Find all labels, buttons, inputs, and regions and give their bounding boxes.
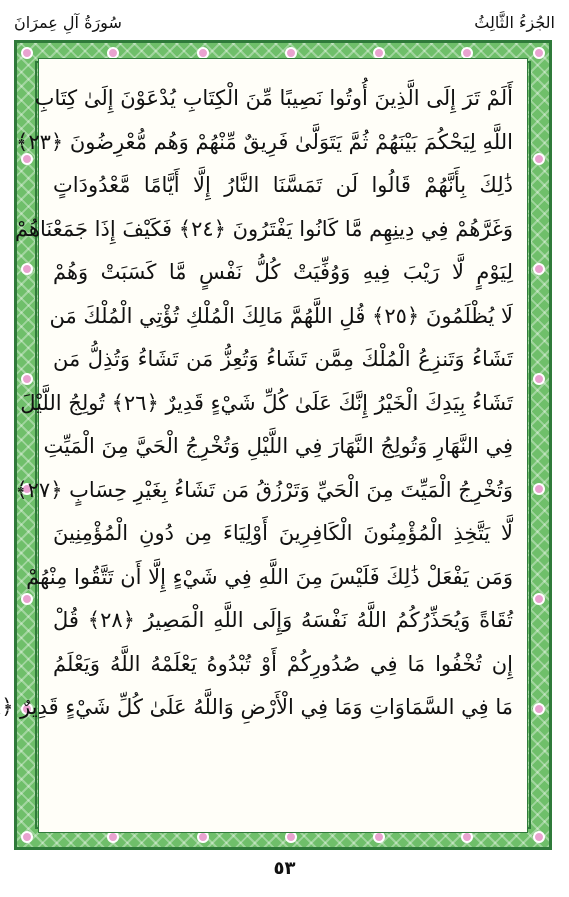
- text-line: تَشَاءُ بِيَدِكَ الْخَيْرُ إِنَّكَ عَلَىٰ كُلِّ شَيْءٍ قَدِيرٌ ﴿٢٦﴾ تُولِجُ اللَّيْلَ: [20, 390, 513, 415]
- corner-ornament-icon: [21, 831, 33, 843]
- text-line: اللَّهِ لِيَحْكُمَ بَيْنَهُمْ ثُمَّ يَتَوَلَّىٰ فَرِيقٌ مِّنْهُمْ وَهُم مُّعْرِضُونَ ﴿٢٣﴾: [16, 129, 513, 154]
- text-line: مَا فِي السَّمَاوَاتِ وَمَا فِي الْأَرْضِ وَاللَّهُ عَلَىٰ كُلِّ شَيْءٍ قَدِيرٌ ﴿: [1, 695, 513, 719]
- border-ornament-icon: [533, 373, 545, 385]
- page-header: [14, 8, 555, 36]
- text-line: لَا يُظْلَمُونَ ﴿٢٥﴾ قُلِ اللَّهُمَّ مَالِكَ الْمُلْكِ تُؤْتِي الْمُلْكَ مَن: [49, 303, 513, 328]
- corner-ornament-icon: [21, 47, 33, 59]
- text-line: ذَٰلِكَ بِأَنَّهُمْ قَالُوا لَن تَمَسَّنَا النَّارُ إِلَّا أَيَّامًا مَّعْدُودَاتٍ: [53, 173, 513, 197]
- surah-title: سُورَةُ آلِ عِمرَانَ: [14, 12, 122, 32]
- quran-text-panel: [1, 58, 528, 833]
- corner-ornament-icon: [533, 831, 545, 843]
- text-line: وَغَرَّهُمْ فِي دِينِهِم مَّا كَانُوا يَفْتَرُونَ ﴿٢٤﴾ فَكَيْفَ إِذَا جَمَعْنَاهُمْ: [14, 216, 513, 241]
- border-ornament-icon: [533, 593, 545, 605]
- text-line: تُقَاةً وَيُحَذِّرُكُمُ اللَّهُ نَفْسَهُ وَإِلَى اللَّهِ الْمَصِيرُ ﴿٢٨﴾ قُلْ: [53, 608, 513, 632]
- text-line: فِي النَّهَارِ وَتُولِجُ النَّهَارَ فِي اللَّيْلِ وَتُخْرِجُ الْحَيَّ مِنَ الْمَيِّتِ: [43, 434, 513, 458]
- border-ornament-icon: [533, 483, 545, 495]
- border-ornament-icon: [21, 263, 33, 275]
- text-line: لَّا يَتَّخِذِ الْمُؤْمِنُونَ الْكَافِرِينَ أَوْلِيَاءَ مِن دُونِ الْمُؤْمِنِينَ: [53, 521, 513, 545]
- border-ornament-icon: [533, 703, 545, 715]
- corner-ornament-icon: [533, 47, 545, 59]
- text-line: إِن تُخْفُوا مَا فِي صُدُورِكُمْ أَوْ تُبْدُوهُ يَعْلَمْهُ اللَّهُ وَيَعْلَمُ: [53, 651, 513, 676]
- juz-title: الجُزءُ الثَّالِثُ: [474, 12, 555, 32]
- text-line: لِيَوْمٍ لَّا رَيْبَ فِيهِ وَوُفِّيَتْ كُلُّ نَفْسٍ مَّا كَسَبَتْ وَهُمْ: [53, 260, 513, 284]
- text-line: أَلَمْ تَرَ إِلَى الَّذِينَ أُوتُوا نَصِيبًا مِّنَ الْكِتَابِ يُدْعَوْنَ إِلَىٰ كِتَابِ: [34, 86, 513, 110]
- page-number: ٥٣: [273, 858, 296, 879]
- border-ornament-icon: [533, 153, 545, 165]
- text-line: وَتُخْرِجُ الْمَيِّتَ مِنَ الْحَيِّ وَتَرْزُقُ مَن تَشَاءُ بِغَيْرِ حِسَابٍ ﴿٢٧﴾: [15, 477, 513, 502]
- text-line: وَمَن يَفْعَلْ ذَٰلِكَ فَلَيْسَ مِنَ اللَّهِ فِي شَيْءٍ إِلَّا أَن تَتَّقُوا مِنْهُمْ: [26, 564, 513, 589]
- border-ornament-icon: [533, 263, 545, 275]
- text-line: تَشَاءُ وَتَنزِعُ الْمُلْكَ مِمَّن تَشَاءُ وَتُعِزُّ مَن تَشَاءُ وَتُذِلُّ مَن: [53, 347, 513, 371]
